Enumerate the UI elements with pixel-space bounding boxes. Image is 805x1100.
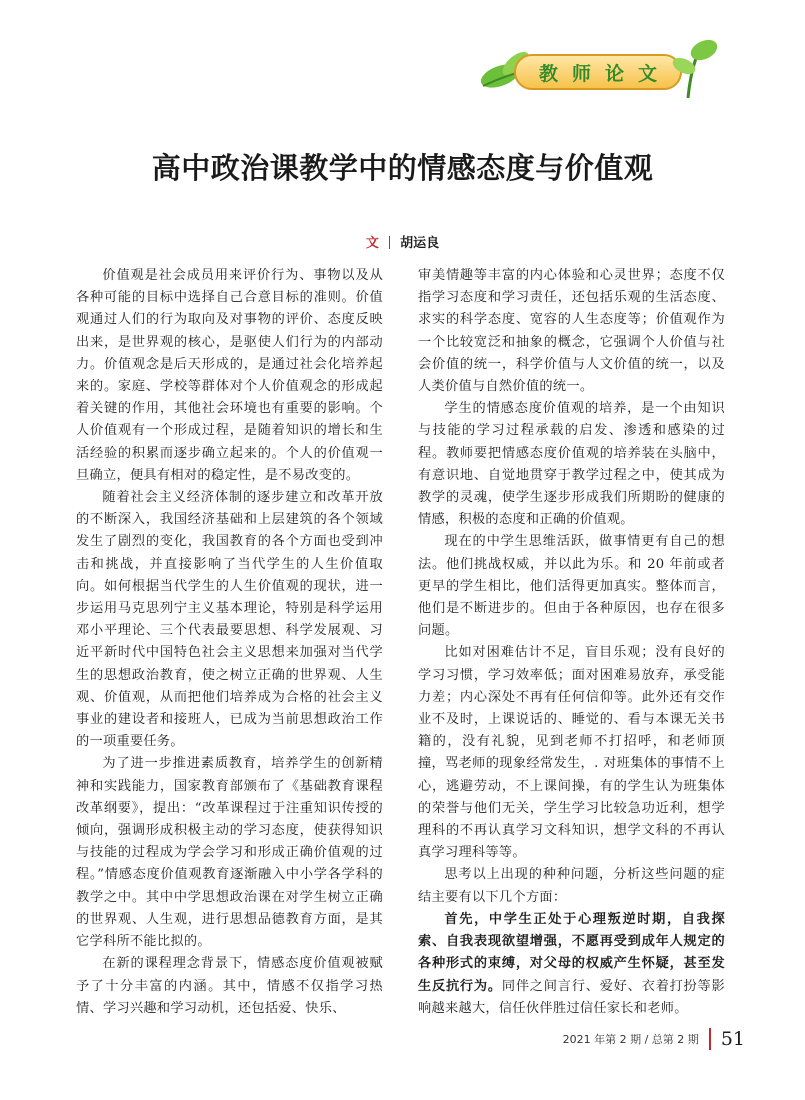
article-title: 高中政治课教学中的情感态度与价值观 bbox=[151, 151, 654, 185]
paragraph: 在新的课程理念背景下，情感态度价值观被赋予了十分丰富的内涵。其中，情感不仅指学习热情、学习兴趣和学习动机，还包括爱、快乐、 bbox=[76, 956, 383, 1016]
page-number: 51 bbox=[720, 1028, 745, 1050]
section-label-text: 教师论文 bbox=[538, 62, 671, 85]
byline bbox=[0, 232, 805, 251]
right-column bbox=[418, 265, 725, 1020]
paragraph: 学生的情感态度价值观的培养，是一个由知识与技能的学习过程承载的启发、渗透和感染的过程。教师要把情感态度价值观的培养装在头脑中，有意识地、自觉地贯穿于教学过程之中，使其成为教学的灵魂，使学生逐步形成我们所期盼的健康的情感，积极的态度和正确的价值观。 bbox=[418, 401, 725, 528]
paragraph: 价值观是社会成员用来评价行为、事物以及从各种可能的目标中选择自己合意目标的准则。价值观通过人们的行为取向及对事物的评价、态度反映出来，是世界观的核心，是驱使人们行为的内部动力。价值观念是后天形成的，是通过社会化培养起来的。家庭、学校等群体对个人价值观念的形成起着关键的作用，其他社会环境也有重要的影响。个人价值观有一个形成过程，是随着知识的增长和生活经验的积累而逐步确立起来的。个人的价值观一旦确立，便具有相对的稳定性，是不易改变的。 bbox=[76, 268, 383, 483]
sprout-icon bbox=[668, 36, 723, 102]
paragraph: 随着社会主义经济体制的逐步建立和改革开放的不断深入，我国经济基础和上层建筑的各个领域发生了剧烈的变化，我国教育的各个方面也受到冲击和挑战，并直接影响了当代学生的人生价值取向。如何根据当代学生的人生价值观的现状，进一步运用马克思列宁主义基本理论，特别是科学运用邓小平理论、三个代表最要思想、科学发展观、习近平新时代中国特色社会主义思想来加强对当代学生的思想政治教育，使之树立正确的世界观、人生观、价值观，从而把他们培养成为合格的社会主义事业的建设者和接班人，已成为当前思想政治工作的一项重要任务。 bbox=[76, 490, 383, 750]
byline-divider bbox=[389, 236, 390, 249]
bold-lead-sentence: 首先，中学生正处于心理叛逆时期，自我探索、自我表现欲望增强，不愿再受到成年人规定的各种形式的束缚，对父母的权威产生怀疑，甚至发生反抗行为。 bbox=[418, 911, 725, 994]
paragraph: 比如对困难估计不足，盲目乐观；没有良好的学习习惯，学习效率低；面对困难易放弃，承受能力差；内心深处不再有任何信仰等。此外还有交作业不及时，上课说话的、睡觉的、看与本课无关书籍的，没有礼貌，见到老师不打招呼，和老师顶撞，骂老师的现象经常发生，. 对班集体的事情不上心，逃避劳动，不上课间操，有的学生认为班集体的荣誉与他们无关，学生学习比较急功近利，想学理科的不再认真学习文科知识，想学文科的不再认真学习理科等等。 bbox=[418, 645, 725, 861]
paragraph bbox=[418, 909, 725, 1020]
paragraph: 现在的中学生思维活跃，做事情更有自己的想法。他们挑战权威，并以此为乐。和 20 年前或者更早的学生相比，他们活得更加真实。整体而言，他们是不断进步的。但由于各种原因，也存在很多问题。 bbox=[418, 534, 725, 639]
paragraph-text: 同伴之间言行、爱好、衣着打扮等影响越来越大，信任伙伴胜过信任家长和老师。 bbox=[418, 978, 725, 1016]
left-column bbox=[76, 265, 383, 1020]
byline-label: 文 bbox=[365, 236, 379, 251]
section-label bbox=[514, 54, 682, 90]
paragraph: 思考以上出现的种种问题，分析这些问题的症结主要有以下几个方面： bbox=[418, 867, 725, 905]
paragraph: 为了进一步推进素质教育，培养学生的创新精神和实践能力，国家教育部颁布了《基础教育课程改革纲要》，提出：“改革课程过于注重知识传授的倾向，强调形成积极主动的学习态度，使获得知识与技能的过程成为学会学习和形成正确价值观的过程。”情感态度价值观教育逐渐融入中小学各学科的教学之中。其中中学思想政治课在对学生树立正确的世界观、人生观，进行思想品德教育方面，是其它学科所不能比拟的。 bbox=[76, 756, 383, 950]
section-badge bbox=[478, 36, 723, 102]
footer-divider bbox=[709, 1028, 711, 1050]
author-name: 胡运良 bbox=[400, 236, 440, 251]
page-footer bbox=[563, 1028, 745, 1050]
issue-info: 2021 年第 2 期 / 总第 2 期 bbox=[562, 1033, 699, 1046]
paragraph-continued: 审美情趣等丰富的内心体验和心灵世界；态度不仅指学习态度和学习责任，还包括乐观的生活态度、求实的科学态度、宽容的人生态度等；价值观作为一个比较宽泛和抽象的概念，它强调个人价值与社会价值的统一，科学价值与人文价值的统一，以及人类价值与自然价值的统一。 bbox=[418, 268, 725, 395]
